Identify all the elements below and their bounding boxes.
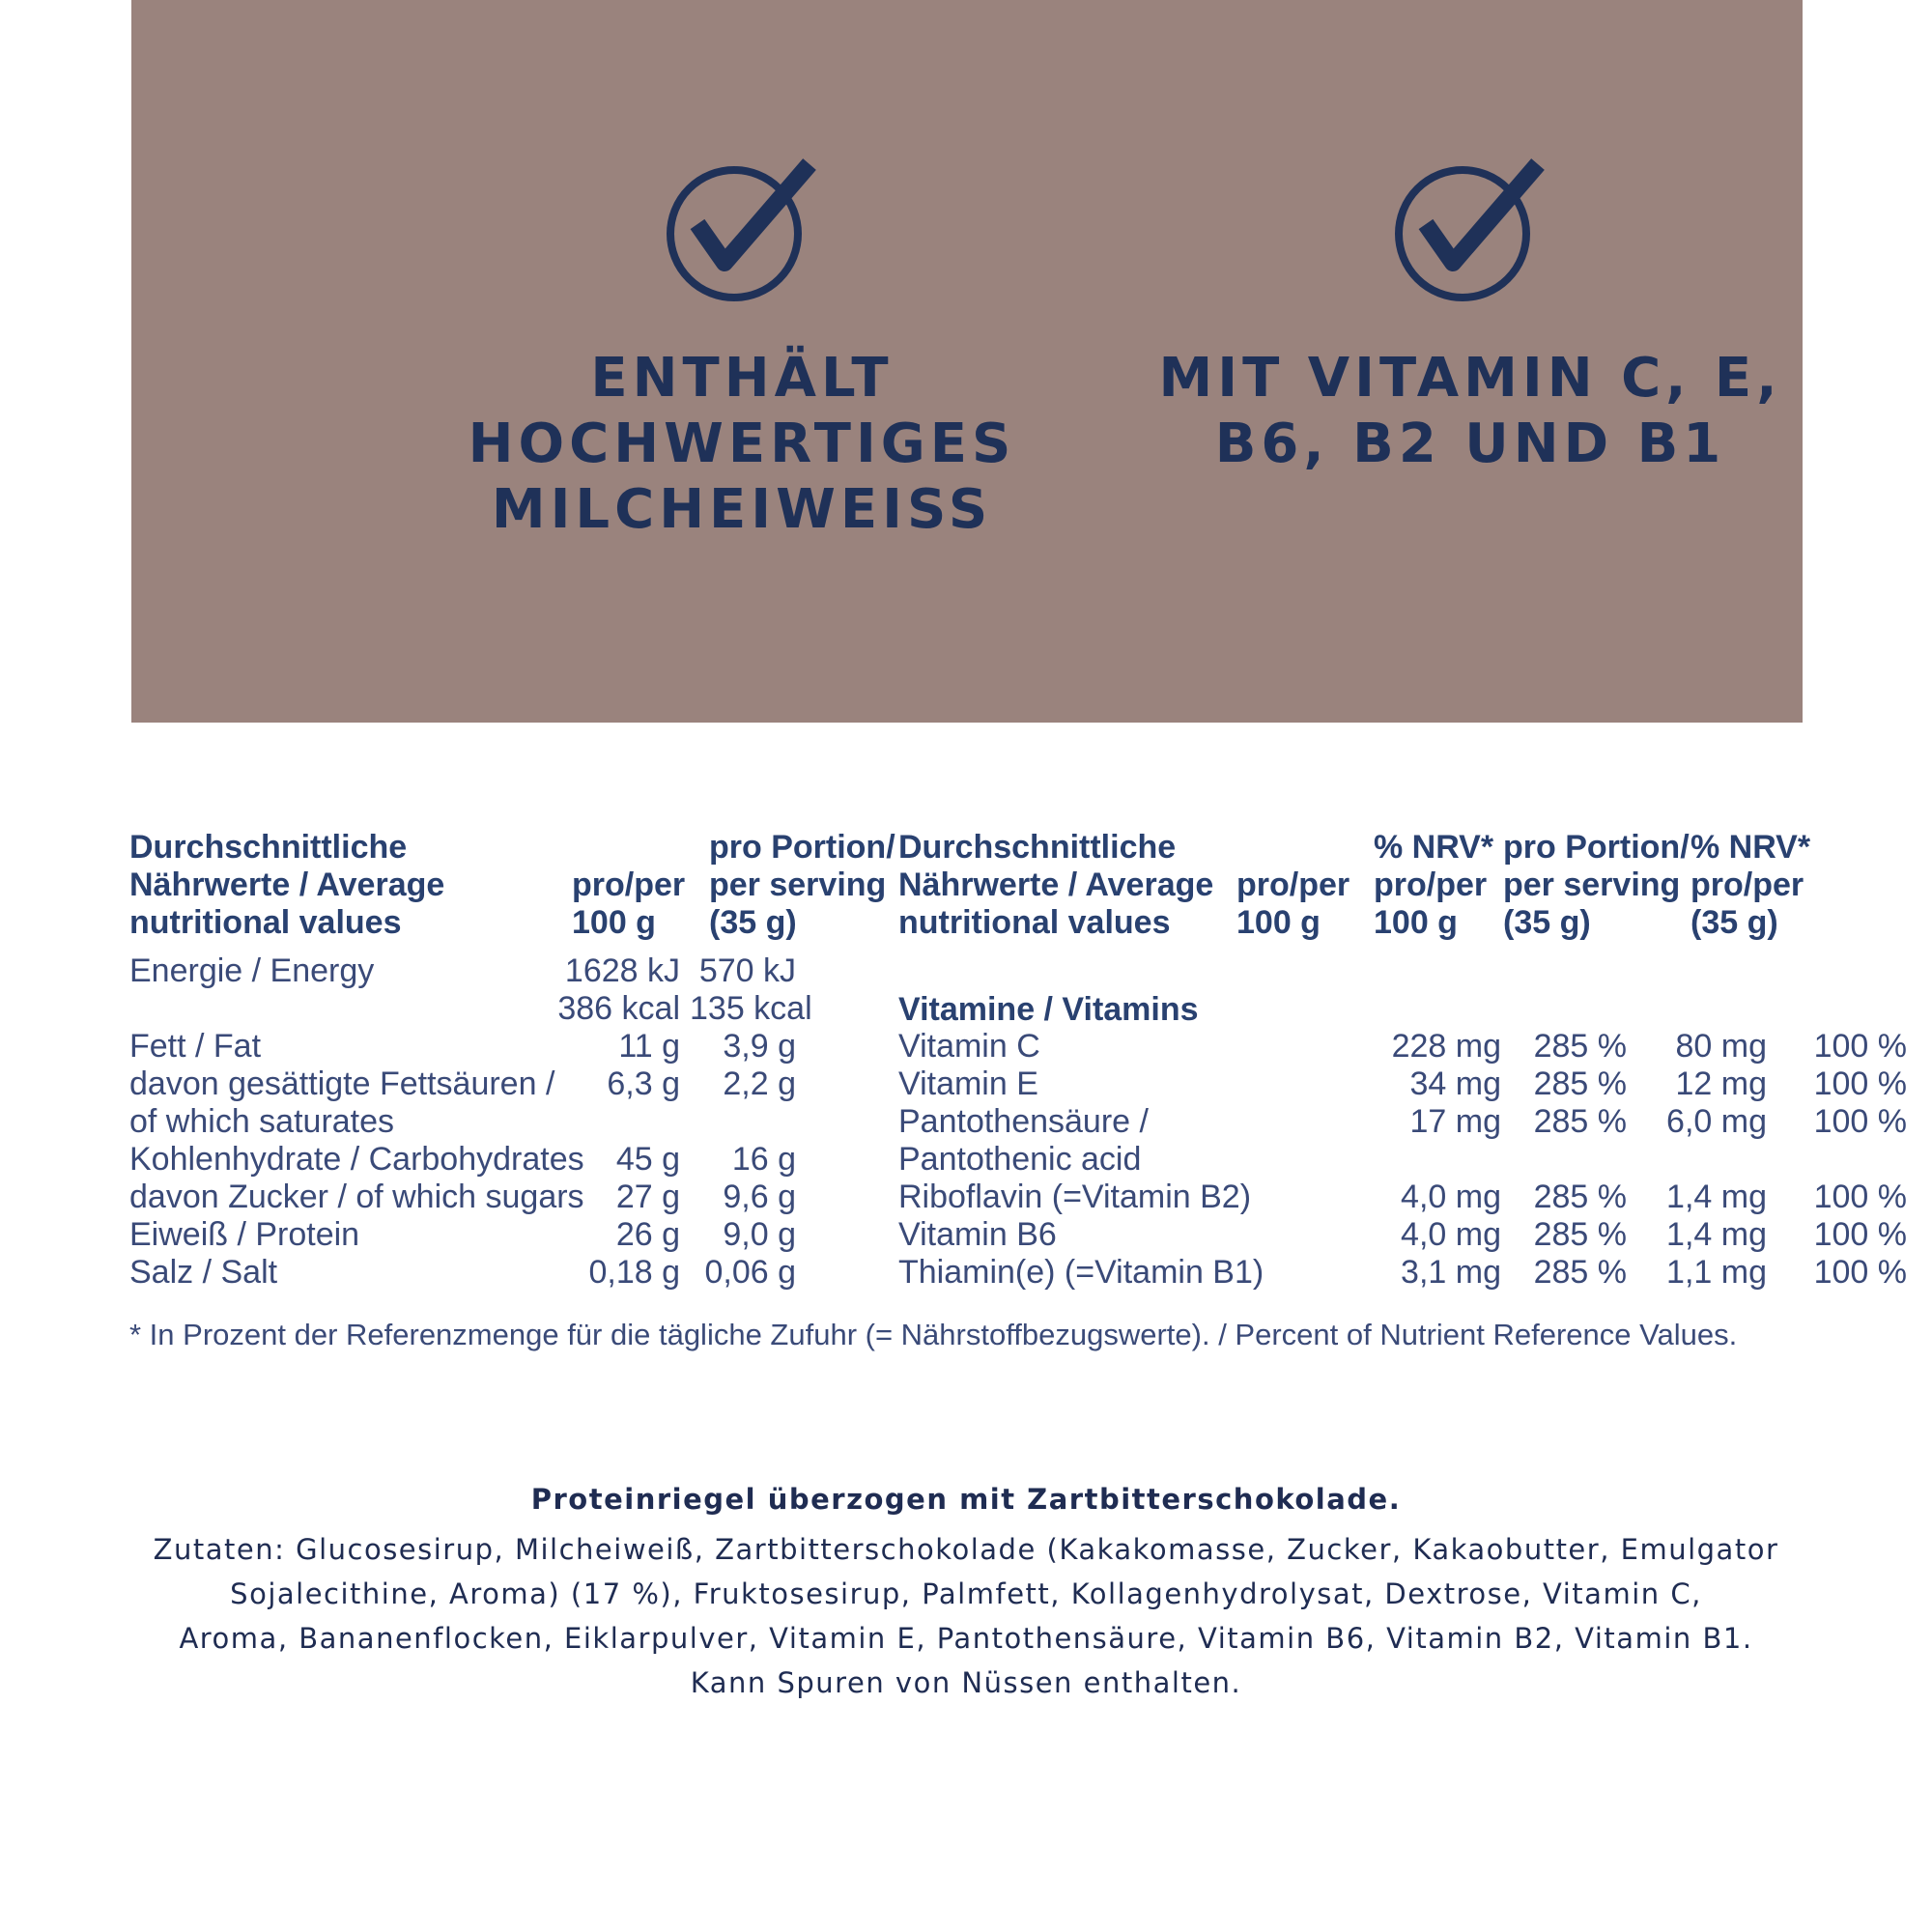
vitamin-nrv-serving: 100 % [1813, 1179, 1907, 1215]
feature-milk-protein [404, 155, 1080, 543]
nutrient-label: davon gesättigte Fettsäuren / [129, 1065, 555, 1102]
vitamin-per100: 3,1 mg [1401, 1254, 1501, 1291]
vitamin-label: Pantothenic acid [898, 1141, 1142, 1178]
feature-title-line: ENTHÄLT [590, 347, 894, 410]
header-line: % NRV* [1374, 829, 1494, 866]
feature-title-line: HOCHWERTIGES [468, 412, 1016, 475]
vitamin-serving: 1,4 mg [1666, 1179, 1767, 1215]
nutrient-per100: 11 g [618, 1028, 680, 1065]
vitamins-heading: Vitamine / Vitamins [898, 991, 1199, 1028]
header-line: pro/per [1374, 867, 1488, 903]
header-label [898, 829, 1213, 942]
vitamin-per100: 4,0 mg [1401, 1179, 1501, 1215]
allergen-notice: Kann Spuren von Nüssen enthalten. [690, 1666, 1242, 1699]
header-nrv100 [1374, 829, 1493, 942]
vitamin-nrv100: 285 % [1533, 1065, 1627, 1102]
ingredients-line: Aroma, Bananenflocken, Eiklarpulver, Vitamin E, Pantothensäure, Vitamin B6, Vitamin B2, Vitamin B1. [179, 1622, 1753, 1655]
product-description: Proteinriegel überzogen mit Zartbitterschokolade. [530, 1483, 1402, 1516]
vitamin-nrv100: 285 % [1533, 1216, 1627, 1253]
nutrient-serving: 0,06 g [704, 1254, 796, 1291]
vitamin-label: Pantothensäure / [898, 1103, 1149, 1140]
nutrient-label: Eiweiß / Protein [129, 1216, 360, 1253]
header-line: Durchschnittliche [898, 829, 1177, 866]
nutrient-serving: 3,9 g [723, 1028, 796, 1065]
check-circle-icon [1393, 155, 1548, 309]
vitamin-serving: 1,1 mg [1666, 1254, 1767, 1291]
vitamin-nrv-serving: 100 % [1813, 1103, 1907, 1140]
nutrient-label: of which saturates [129, 1103, 395, 1140]
vitamin-per100: 228 mg [1391, 1028, 1501, 1065]
nutrient-label: Fett / Fat [129, 1028, 262, 1065]
vitamin-nrv100: 285 % [1533, 1254, 1627, 1291]
vitamin-label: Thiamin(e) (=Vitamin B1) [898, 1254, 1264, 1291]
vitamin-nrv100: 285 % [1533, 1028, 1627, 1065]
header-line: (35 g) [709, 904, 797, 941]
vitamin-label: Riboflavin (=Vitamin B2) [898, 1179, 1252, 1215]
header-line: pro/per [1690, 867, 1804, 903]
header-line: Durchschnittliche [129, 829, 408, 866]
nutrient-serving: 570 kJ [698, 952, 796, 989]
check-circle-icon [665, 155, 819, 309]
nutrient-per100: 45 g [615, 1141, 680, 1178]
vitamin-label: Vitamin B6 [898, 1216, 1057, 1253]
header-line: nutritional values [129, 904, 402, 941]
header-label [129, 829, 444, 942]
nutrient-per100: 26 g [615, 1216, 680, 1253]
nutrient-serving: 135 kcal [690, 990, 812, 1027]
nutrient-per100: 1628 kJ [564, 952, 680, 989]
header-line: nutritional values [898, 904, 1171, 941]
nutrient-label: Kohlenhydrate / Carbohydrates [129, 1141, 584, 1178]
header-line: 100 g [1374, 904, 1458, 941]
feature-banner [131, 0, 1803, 723]
vitamin-nrv-serving: 100 % [1813, 1254, 1907, 1291]
header-line: (35 g) [1503, 904, 1591, 941]
nutrient-serving: 16 g [731, 1141, 796, 1178]
vitamin-nrv-serving: 100 % [1813, 1028, 1907, 1065]
nutrient-per100: 386 kcal [557, 990, 680, 1027]
nutrient-label: Energie / Energy [129, 952, 375, 989]
header-line: pro/per [1236, 867, 1350, 903]
vitamin-serving: 1,4 mg [1666, 1216, 1767, 1253]
feature-title-line: B6, B2 UND B1 [1214, 412, 1726, 475]
vitamin-serving: 80 mg [1675, 1028, 1767, 1065]
vitamin-label: Vitamin C [898, 1028, 1040, 1065]
vitamin-nrv-serving: 100 % [1813, 1065, 1907, 1102]
header-per100 [572, 867, 685, 942]
nutrient-per100: 0,18 g [588, 1254, 680, 1291]
nutrient-serving: 9,0 g [723, 1216, 796, 1253]
ingredients-block [116, 1483, 1816, 1705]
header-line: Nährwerte / Average [898, 867, 1214, 903]
nutrient-serving: 2,2 g [723, 1065, 796, 1102]
vitamin-per100: 4,0 mg [1401, 1216, 1501, 1253]
feature-vitamins [1132, 155, 1808, 477]
vitamin-nrv-serving: 100 % [1813, 1216, 1907, 1253]
nutrient-label: Salz / Salt [129, 1254, 278, 1291]
feature-title-line: MILCHEIWEISS [491, 478, 993, 541]
vitamin-serving: 12 mg [1675, 1065, 1767, 1102]
header-line: pro/per [572, 867, 686, 903]
feature-title-line: MIT VITAMIN C, E, [1158, 347, 1782, 410]
vitamin-label: Vitamin E [898, 1065, 1038, 1102]
header-line: 100 g [1236, 904, 1321, 941]
header-line: Nährwerte / Average [129, 867, 445, 903]
header-nrv-serving [1690, 829, 1810, 942]
header-line: pro Portion/ [709, 829, 895, 866]
header-serving [709, 829, 895, 942]
vitamin-per100: 17 mg [1409, 1103, 1501, 1140]
vitamin-per100: 34 mg [1409, 1065, 1501, 1102]
header-line: 100 g [572, 904, 656, 941]
vitamin-serving: 6,0 mg [1666, 1103, 1767, 1140]
header-line: per serving [1503, 867, 1681, 903]
header-line: pro Portion/ [1503, 829, 1690, 866]
feature-title [1132, 346, 1808, 477]
header-per100 [1236, 867, 1350, 942]
vitamin-nrv100: 285 % [1533, 1179, 1627, 1215]
nutrient-label: davon Zucker / of which sugars [129, 1179, 584, 1215]
header-line: (35 g) [1690, 904, 1778, 941]
header-serving [1503, 829, 1690, 942]
footnote: * In Prozent der Referenzmenge für die tägliche Zufuhr (= Nährstoffbezugswerte). / Percent of Nutrient Reference Values. [129, 1318, 1738, 1351]
nutrient-per100: 6,3 g [607, 1065, 680, 1102]
header-line: % NRV* [1690, 829, 1811, 866]
header-line: per serving [709, 867, 887, 903]
vitamin-nrv100: 285 % [1533, 1103, 1627, 1140]
ingredients-line: Sojalecithine, Aroma) (17 %), Fruktosesirup, Palmfett, Kollagenhydrolysat, Dextrose, Vitamin C, [230, 1577, 1702, 1610]
nutrient-serving: 9,6 g [723, 1179, 796, 1215]
feature-title [404, 346, 1080, 543]
ingredients-line: Zutaten: Glucosesirup, Milcheiweiß, Zartbitterschokolade (Kakakomasse, Zucker, Kakaobutter, Emulgator [153, 1533, 1779, 1566]
nutrient-per100: 27 g [615, 1179, 680, 1215]
